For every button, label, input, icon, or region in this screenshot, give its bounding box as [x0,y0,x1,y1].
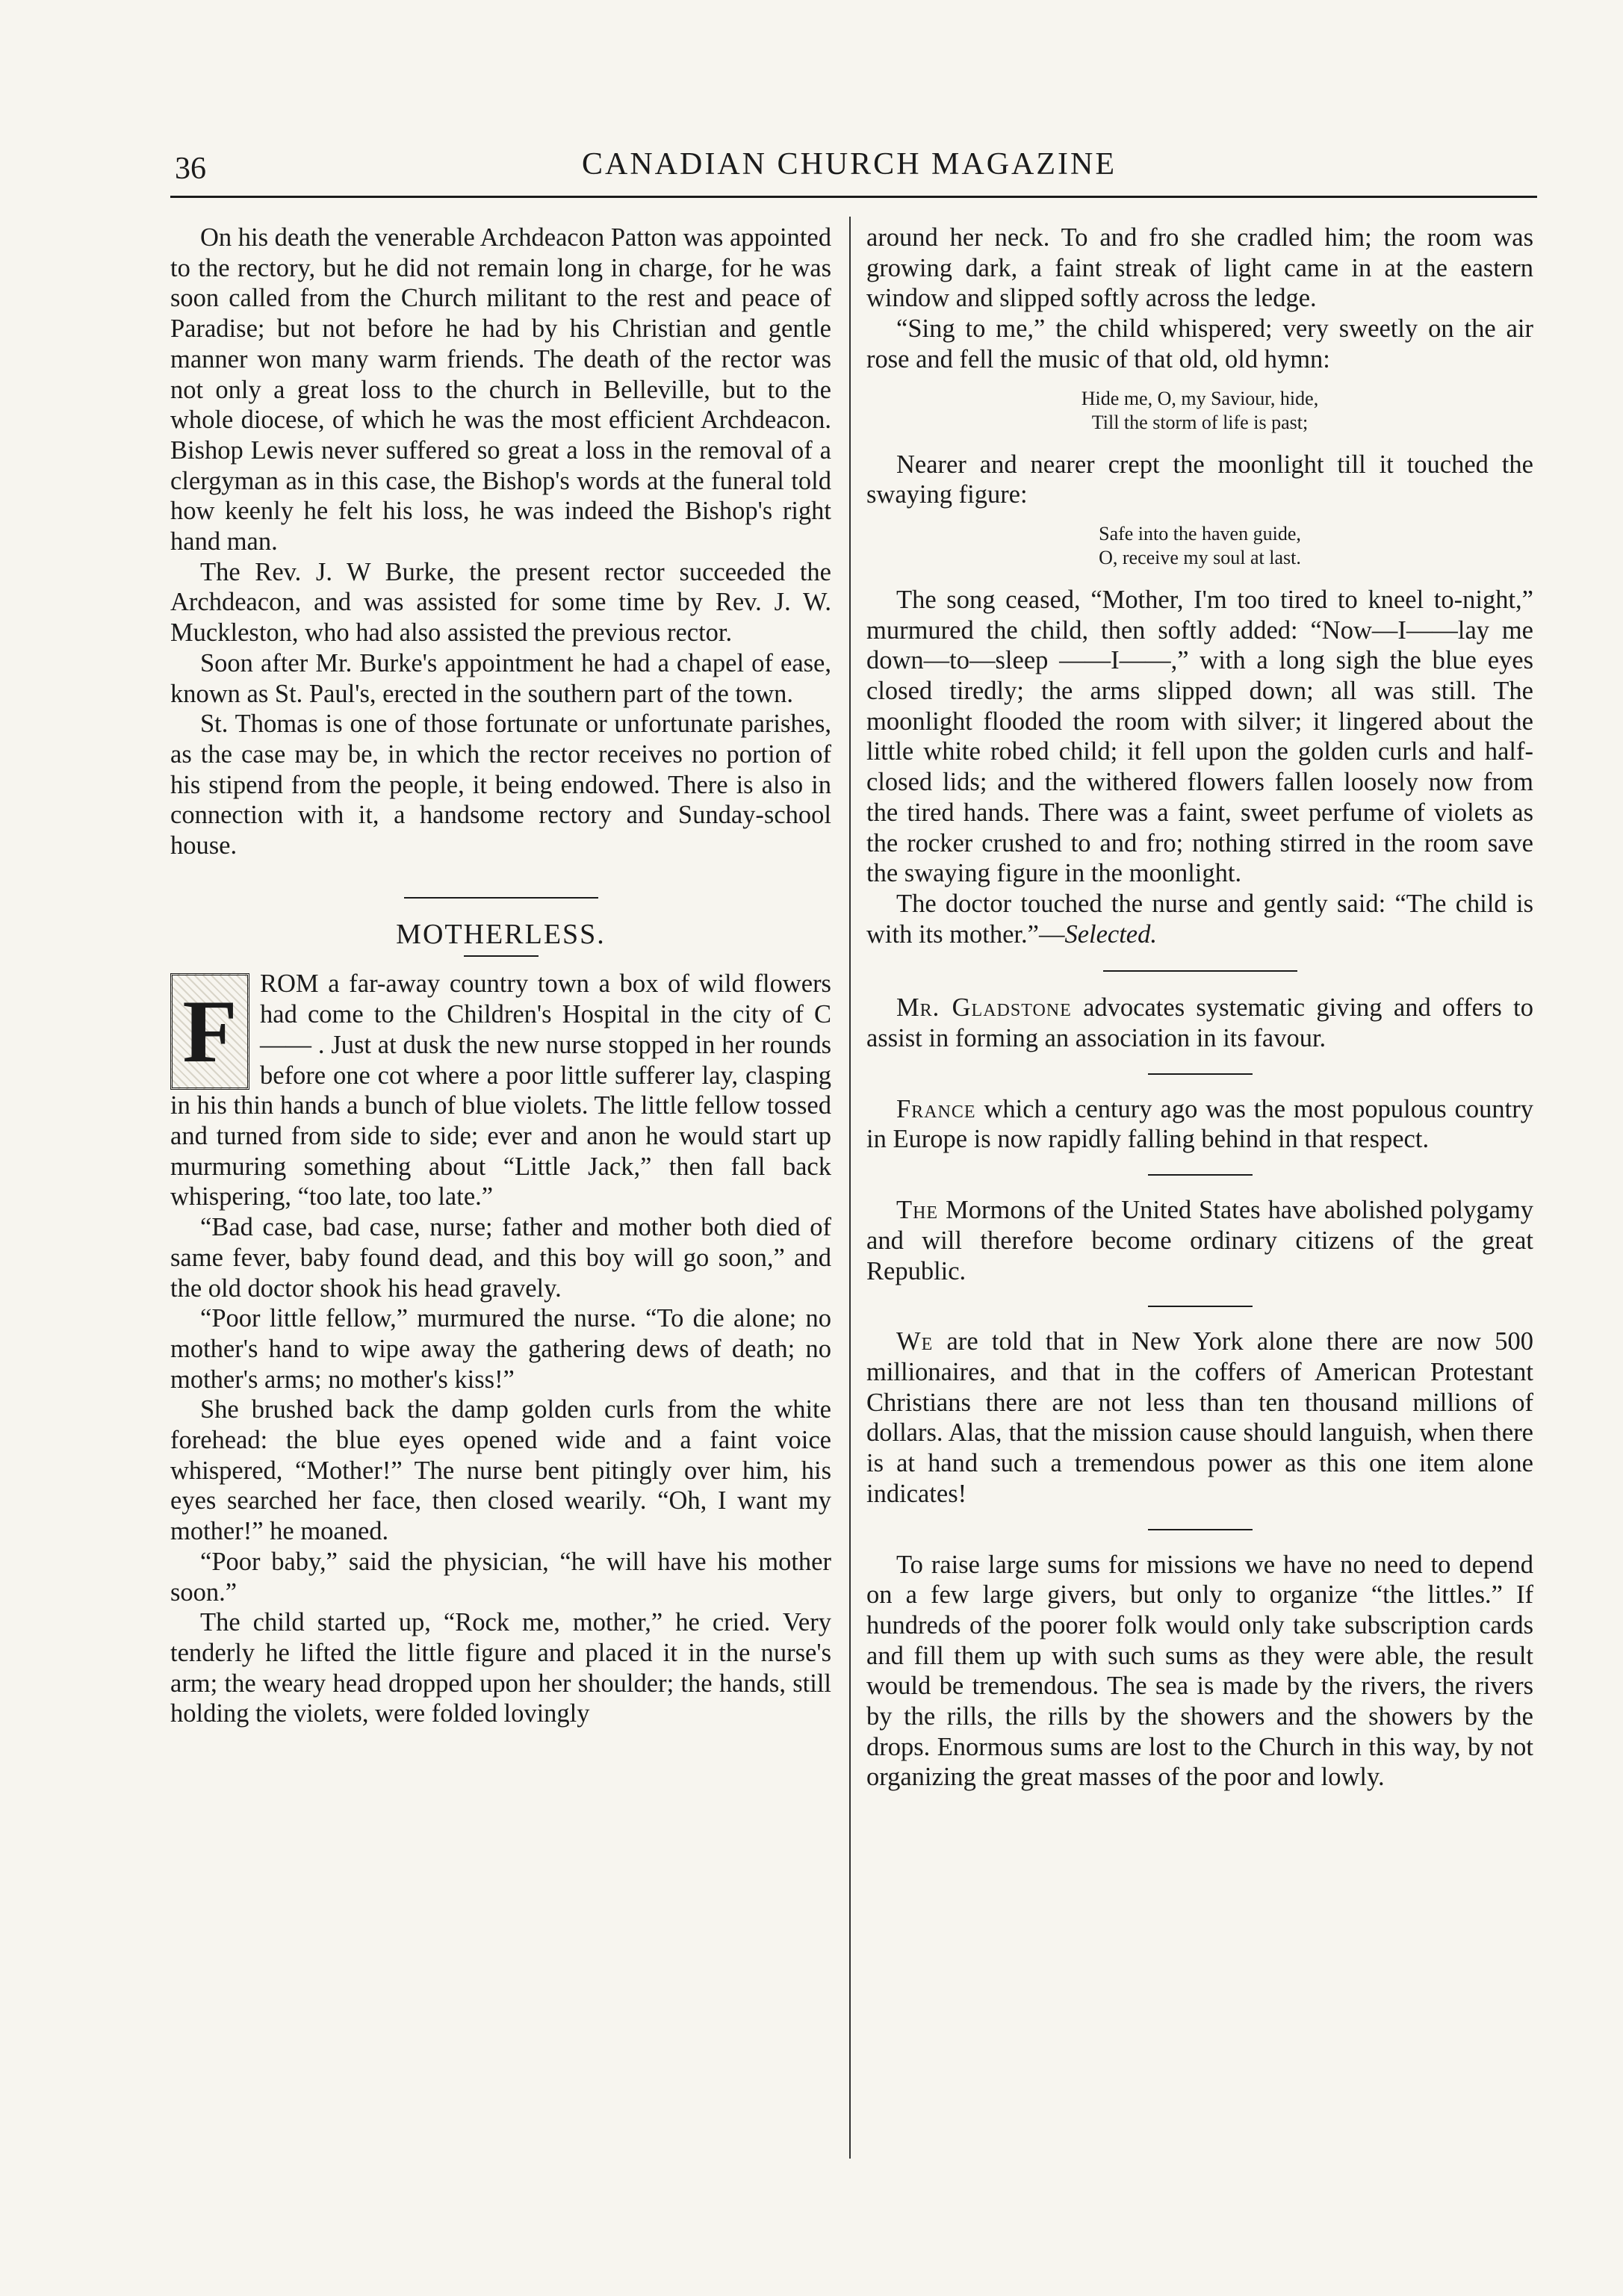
paragraph: “Bad case, bad case, nurse; father and mother both died of same fever, baby found dead, and this boy will go soon,” and the old doctor shook his head gravely. [170,1213,831,1303]
selected-credit: Selected. [1064,919,1157,949]
left-column [170,223,831,1729]
paragraph [866,889,1533,949]
paragraph: around her neck. To and fro she cradled him; the room was growing dark, a faint streak of light came in at the eastern window and slipped softly across the ledge. [866,223,1533,313]
story-text: ROM a far-away country town a box of wild flowers had come to the Children's Hospital in the city of C—— . Just at dusk the new nurse stopped in her rounds before one cot where a poor little sufferer lay, clasping in his thin hands a bunch of blue violets. The little fellow tossed and turned from side to side; ever and anon he would start up murmuring something about “Little Jack,” then fall back whispering, “too late, too late.” [170,969,831,1211]
dropcap-initial: F [170,973,249,1090]
news-text: are told that in New York alone there are now 500 millionaires, and that in the coffers of American Protestant Christians there are not less than ten thousand millions of dollars. Alas, that the mission cause should languish, when there is at hand such a tremendous power as this one item alone indicates! [866,1327,1533,1508]
section-divider [1103,970,1297,972]
paragraph: Soon after Mr. Burke's appointment he had a chapel of ease, known as St. Paul's, erected in the southern part of the town. [170,648,831,708]
item-divider [1148,1073,1253,1075]
paragraph: The Rev. J. W Burke, the present rector succeeded the Archdeacon, and was assisted for some time by Rev. J. W. Muckleston, who had also assisted the previous rector. [170,557,831,648]
magazine-title: CANADIAN CHURCH MAGAZINE [582,147,1117,181]
item-divider [1148,1306,1253,1307]
news-lead: We [896,1327,934,1356]
news-item [866,1327,1533,1509]
paragraph: On his death the venerable Archdeacon Patton was appointed to the rectory, but he did not remain long in charge, for he was soon called from the Church militant to the rest and peace of Paradise; but not before he had by his Christian and gentle manner won many warm friends. The death of the rector was not only a great loss to the church in Belleville, but to the whole diocese, of which he was the most efficient Archdeacon. Bishop Lewis never suffered so great a loss in the removal of a clergyman as in this case, the Bishop's words at the funeral told how keenly he felt his loss, he was indeed the Bishop's right hand man. [170,223,831,556]
paragraph: The child started up, “Rock me, mother,” he cried. Very tenderly he lifted the little figure and placed it in the nurse's arm; the weary head dropped upon her shoulder; the hands, still holding the violets, were folded lovingly [170,1608,831,1728]
news-item: To raise large sums for missions we have no need to depend on a few large givers, but only to organize “the littles.” If hundreds of the poorer folk would only take subscription cards and fill them up with such sums as they were able, the result would be tremendous. The sea is made by the rivers, the rivers by the rills, the rills by the showers and the showers by the drops. Enormous sums are lost to the Church in this way, by not organizing the great masses of the poor and lowly. [866,1550,1533,1792]
news-lead: The [896,1196,939,1225]
paragraph: “Poor little fellow,” murmured the nurse. “To die alone; no mother's hand to wipe away the gathering dews of death; no mother's arms; no mother's kiss!” [170,1304,831,1394]
news-item [866,993,1533,1053]
header-rule [170,196,1537,198]
paragraph: “Sing to me,” the child whispered; very sweetly on the air rose and fell the music of that old, old hymn: [866,314,1533,373]
verse-line: Hide me, O, my Saviour, hide, [1081,387,1319,409]
news-item [866,1094,1533,1155]
story-opening [170,969,831,1212]
verse-line: Safe into the haven guide, [1099,522,1301,544]
news-lead: France [896,1094,976,1123]
title-underline [464,955,539,957]
paragraph: Nearer and nearer crept the moonlight till it touched the swaying figure: [866,450,1533,509]
hymn-verse [866,387,1533,435]
verse-line: O, receive my soul at last. [1099,546,1301,568]
paragraph: St. Thomas is one of those fortunate or unfortunate parishes, as the case may be, in which the rector receives no portion of his stipend from the people, it being endowed. There is also in connection with it, a handsome rectory and Sunday-school house. [170,710,831,860]
verse-line: Till the storm of life is past; [1091,411,1309,433]
section-divider [404,897,598,899]
hymn-verse [866,522,1533,570]
paragraph-text: The doctor touched the nurse and gently said: “The child is with its mother.”— [866,889,1533,949]
right-column [866,223,1533,1793]
page-number: 36 [175,152,206,186]
column-divider [849,217,851,2159]
news-text: advocates systematic giving and offers to assist in forming an association in its favour. [866,993,1534,1053]
news-lead: Mr. Gladstone [896,993,1072,1023]
item-divider [1148,1529,1253,1530]
paragraph: She brushed back the damp golden curls from the white forehead: the blue eyes opened wide and a faint voice whispered, “Mother!” The nurse bent pitingly over him, his eyes searched her face, then closed wearily. “Oh, I want my mother!” he moaned. [170,1395,831,1546]
page-header [166,146,1533,193]
news-text: Mormons of the United States have abolished polygamy and will therefore become ordinary citizens of the great Republic. [866,1196,1533,1285]
story-title: MOTHERLESS. [396,918,606,950]
news-text: which a century ago was the most populous country in Europe is now rapidly falling behind in that respect. [866,1094,1533,1154]
item-divider [1148,1174,1253,1176]
paragraph: “Poor baby,” said the physician, “he will have his mother soon.” [170,1547,831,1607]
news-item [866,1195,1533,1286]
paragraph: The song ceased, “Mother, I'm too tired to kneel to-night,” murmured the child, then softly added: “Now—I——lay me down—to—sleep ——I——,” with a long sigh the blue eyes closed tiredly; the arms slipped down; all was still. The moonlight flooded the room with silver; it lingered about the little white robed child; it fell upon the golden curls and half-closed lids; and the withered flowers fallen loosely now from the tired hands. There was a faint, sweet perfume of violets as the rocker crushed to and fro; nothing stirred in the room save the swaying figure in the moonlight. [866,585,1533,888]
